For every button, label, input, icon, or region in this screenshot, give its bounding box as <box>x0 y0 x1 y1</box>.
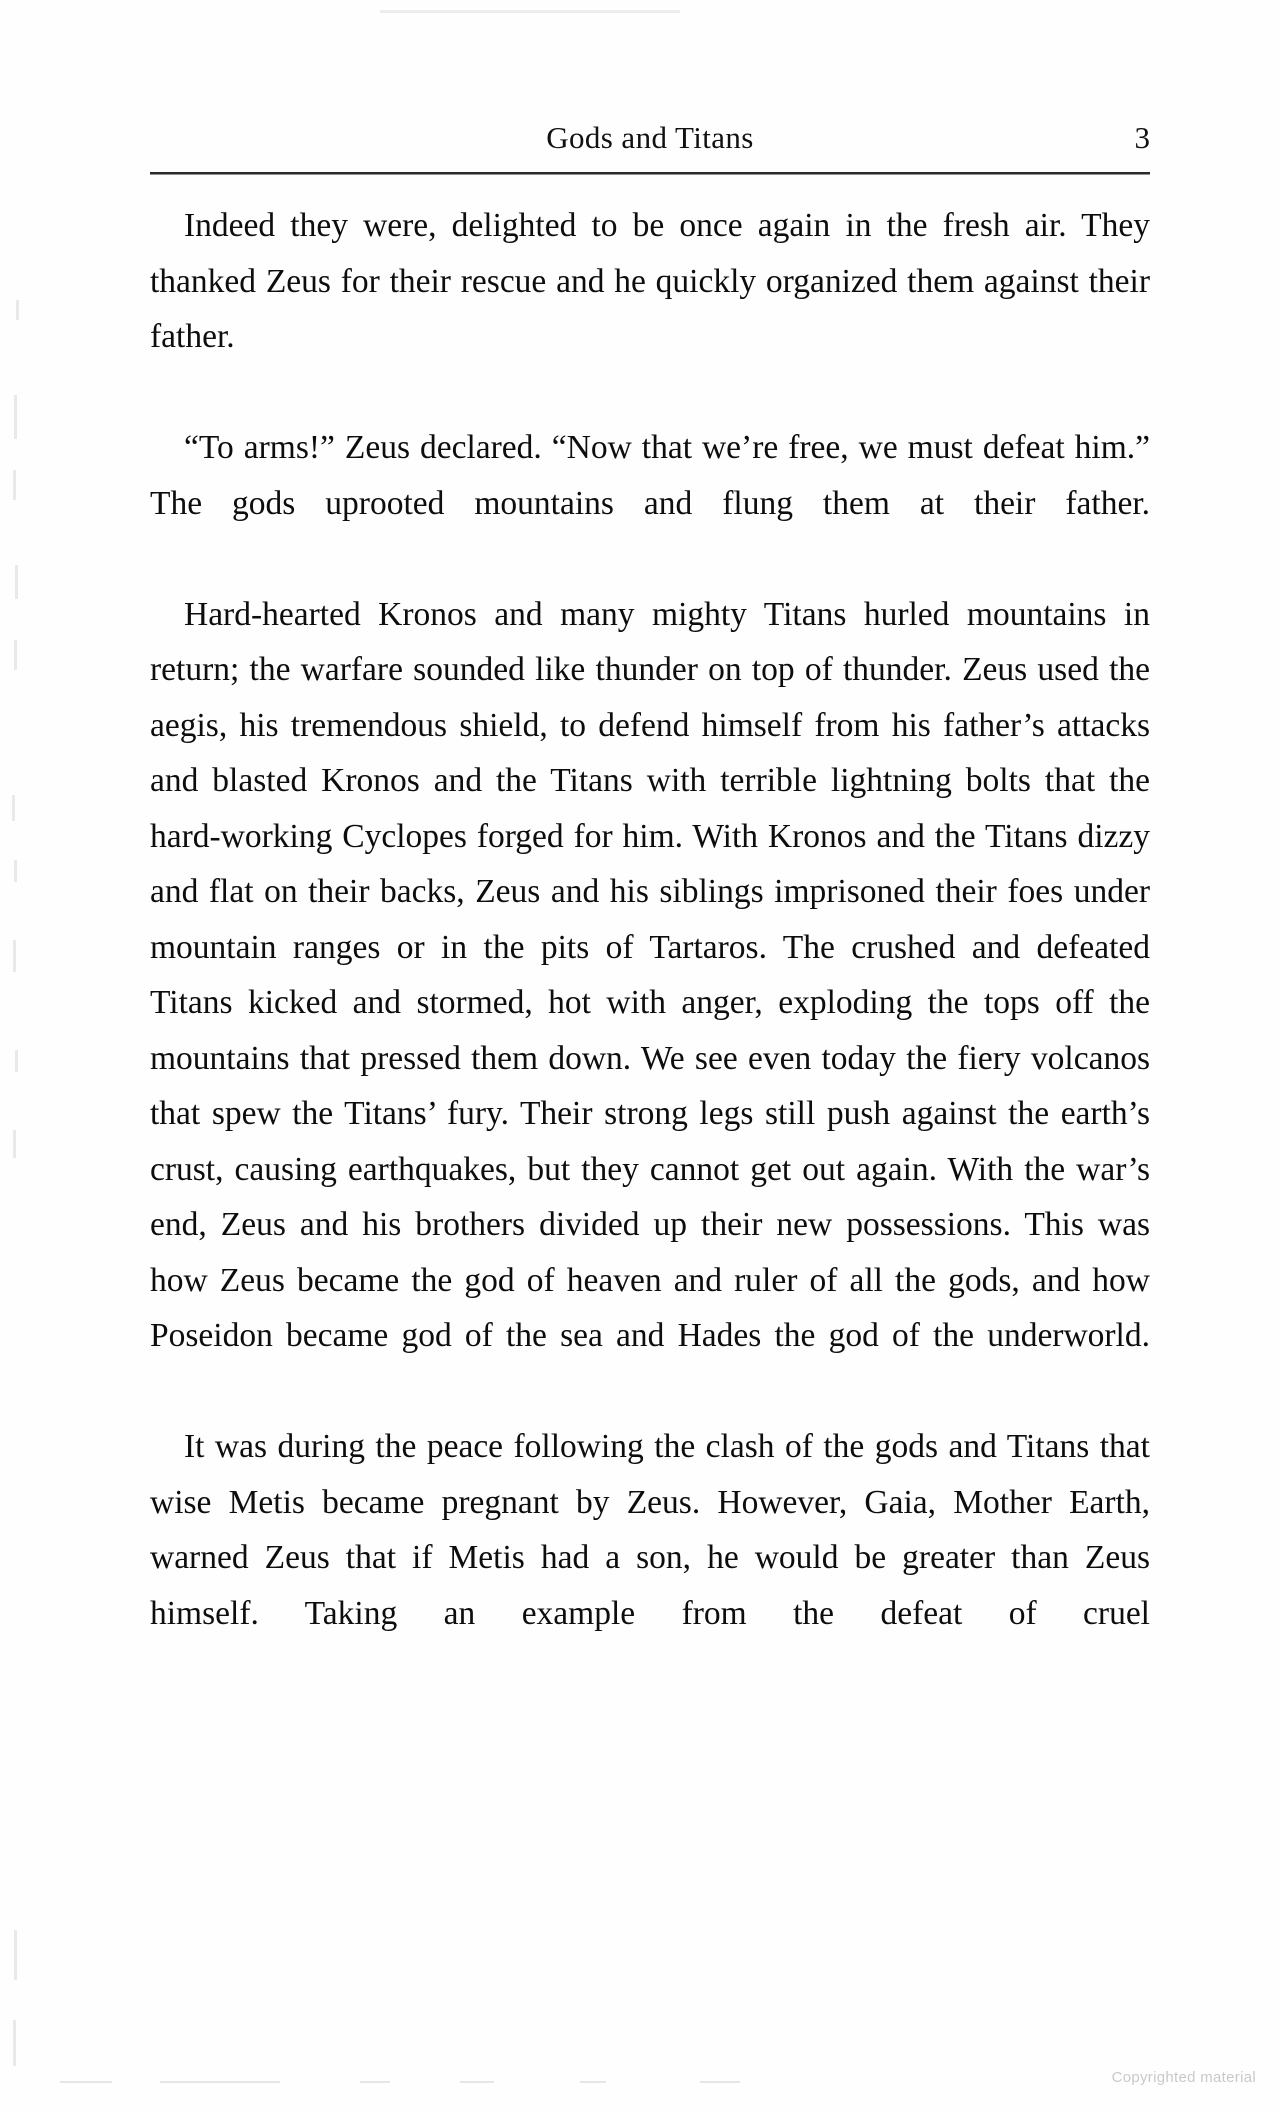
body-text <box>150 198 1150 1697</box>
paragraph: “To arms!” Zeus declared. “Now that we’re free, we must defeat him.” The gods uprooted mountains and flung them at their father. <box>150 429 1150 522</box>
scan-edge-artifacts <box>0 0 26 2112</box>
paragraph: It was during the peace following the clash of the gods and Titans that wise Metis became pregnant by Zeus. However, Gaia, Mother Earth, warned Zeus that if Metis had a son, he would be greater than Zeus himself. Taking an example from the defeat of cruel <box>150 1428 1150 1632</box>
page-number: 3 <box>1134 120 1150 155</box>
running-head <box>150 116 1150 160</box>
scan-top-artifact <box>380 10 680 13</box>
running-head-title: Gods and Titans <box>546 120 754 155</box>
copyright-watermark: Copyrighted material <box>1111 2069 1256 2086</box>
scan-bottom-artifacts <box>60 2081 820 2084</box>
header-rule <box>150 172 1150 175</box>
paragraph: Hard-hearted Kronos and many mighty Titans hurled mountains in return; the warfare sounded like thunder on top of thunder. Zeus used the aegis, his tremendous shield, to defend himself from his father’s attacks and blasted Kronos and the Titans with terrible lightning bolts that the hard-working Cyclopes forged for him. With Kronos and the Titans dizzy and flat on their backs, Zeus and his siblings imprisoned their foes under mountain ranges or in the pits of Tartaros. The crushed and defeated Titans kicked and stormed, hot with anger, exploding the tops off the mountains that pressed them down. We see even today the fiery volcanos that spew the Titans’ fury. Their strong legs still push against the earth’s crust, causing earthquakes, but they cannot get out again. With the war’s end, Zeus and his brothers divided up their new possessions. This was how Zeus became the god of heaven and ruler of all the gods, and how Poseidon became god of the sea and Hades the god of the underworld. <box>150 595 1150 1354</box>
paragraph: Indeed they were, delighted to be once again in the fresh air. They thanked Zeus for their rescue and he quickly organized them against their father. <box>150 207 1150 355</box>
